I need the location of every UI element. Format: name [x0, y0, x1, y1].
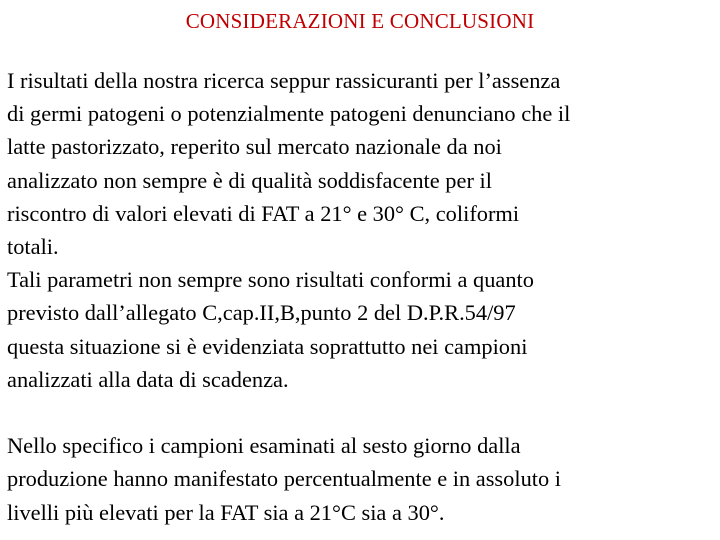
text-line: livelli più elevati per la FAT sia a 21°C sia a 30°. — [7, 499, 445, 525]
text-line: produzione hanno manifestato percentualmente e in assoluto i — [7, 466, 561, 492]
text-line: I risultati della nostra ricerca seppur rassicuranti per l’assenza — [7, 68, 561, 93]
text-line: riscontro di valori elevati di FAT a 21° e 30° C, coliformi — [7, 200, 520, 226]
paragraph-details — [7, 429, 719, 529]
paragraph-parameters — [7, 263, 719, 396]
text-line: Tali parametri non sempre sono risultati conformi a quanto — [7, 267, 534, 293]
slide-title: CONSIDERAZIONI E CONCLUSIONI — [185, 9, 535, 33]
text-line: previsto dall’allegato C,cap.II,B,punto 2 del D.P.R.54/97 — [7, 300, 516, 326]
text-line: analizzati alla data di scadenza. — [7, 366, 289, 392]
text-line: analizzato non sempre è di qualità soddisfacente per il — [7, 167, 492, 193]
paragraph-spacer — [7, 396, 719, 429]
text-line: Nello specifico i campioni esaminati al sesto giorno dalla — [7, 433, 521, 459]
text-line: questa situazione si è evidenziata soprattutto nei campioni — [7, 333, 528, 359]
body-text — [7, 64, 719, 529]
text-line: totali. — [7, 234, 59, 260]
text-line: di germi patogeni o potenzialmente patogeni denunciano che il — [7, 101, 571, 127]
paragraph-results — [7, 64, 719, 263]
text-line: latte pastorizzato, reperito sul mercato nazionale da noi — [7, 134, 502, 160]
